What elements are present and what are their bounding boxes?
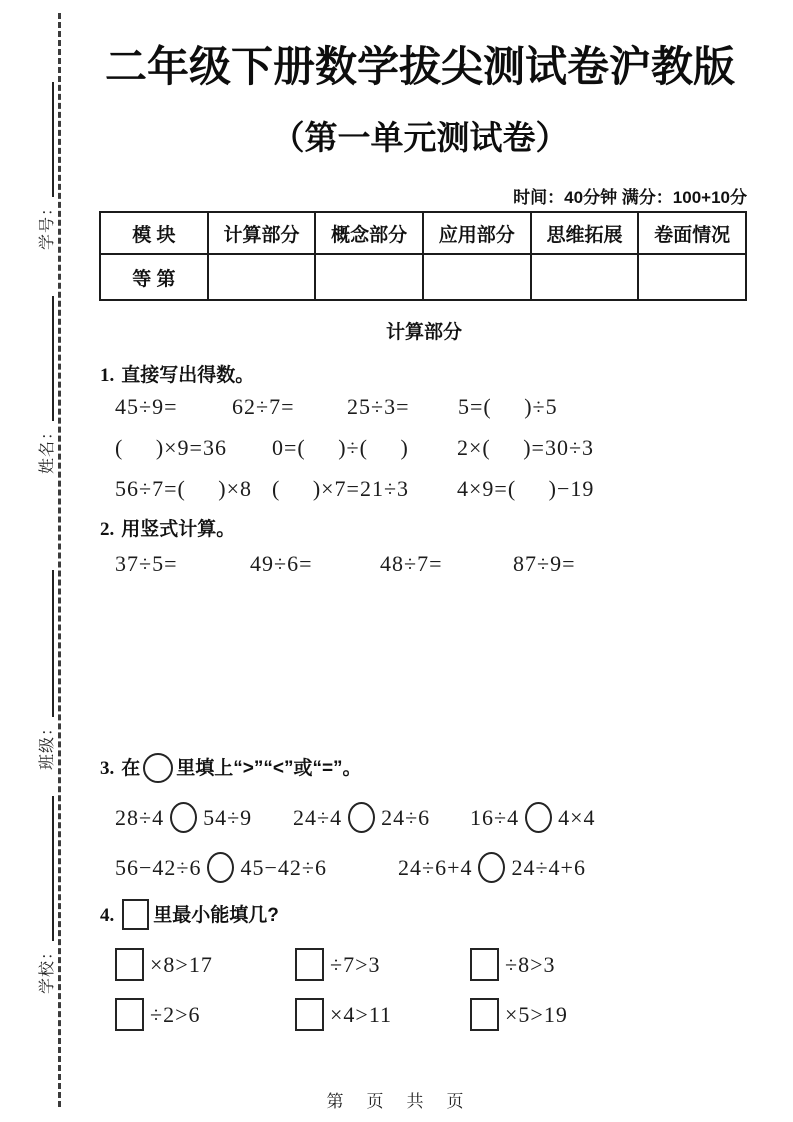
grade-cell xyxy=(315,254,423,300)
inequality-expression: ×5>19 xyxy=(505,1001,568,1027)
math-expression: 4×9=( )−19 xyxy=(457,476,595,501)
circle-blank-icon xyxy=(170,802,197,833)
comparison-item xyxy=(293,802,430,833)
school-label: 学校： xyxy=(38,942,56,994)
q2-row xyxy=(100,551,760,593)
inequality-expression: ÷7>3 xyxy=(330,951,381,977)
right-expression: 24÷6 xyxy=(381,804,431,830)
page-footer: 第 页 共 页 xyxy=(326,1092,467,1111)
student-number-blank-line xyxy=(52,82,54,197)
page-subtitle: （第一单元测试卷） xyxy=(271,119,569,156)
left-expression: 56−42÷6 xyxy=(115,854,202,880)
student-number-field xyxy=(15,82,57,250)
circle-blank-icon xyxy=(348,802,375,833)
score-header-neatness: 卷面情况 xyxy=(638,212,746,254)
circle-blank-icon xyxy=(478,852,505,883)
time-score-info: 时间：40分钟 满分：100+10分 xyxy=(513,188,747,207)
math-expression: 25÷3= xyxy=(347,394,410,419)
question-4-number: 4. xyxy=(100,905,115,926)
circle-blank-icon xyxy=(143,753,173,783)
right-expression: 45−42÷6 xyxy=(240,854,327,880)
grade-cell xyxy=(531,254,639,300)
comparison-item xyxy=(398,852,586,883)
math-expression: 45÷9= xyxy=(115,394,178,419)
question-4-text-post: 里最小能填几? xyxy=(153,905,279,926)
fill-blank-item xyxy=(295,998,392,1031)
question-2-text: 用竖式计算。 xyxy=(121,519,236,540)
section-title: 计算部分 xyxy=(385,322,462,343)
left-expression: 28÷4 xyxy=(115,804,165,830)
score-header-thinking: 思维拓展 xyxy=(531,212,639,254)
math-expression: ( )×7=21÷3 xyxy=(272,476,410,501)
score-table xyxy=(99,211,747,301)
score-header-application: 应用部分 xyxy=(423,212,531,254)
q3-row-2 xyxy=(100,852,760,894)
right-expression: 24÷4+6 xyxy=(511,854,586,880)
math-expression: 48÷7= xyxy=(380,551,443,576)
class-blank-line xyxy=(52,570,54,717)
right-expression: 54÷9 xyxy=(203,804,253,830)
math-expression: 5=( )÷5 xyxy=(458,394,558,419)
score-header-calculation: 计算部分 xyxy=(208,212,316,254)
student-name-blank-line xyxy=(52,296,54,421)
fill-blank-item xyxy=(470,948,555,981)
question-3-text-post: 里填上“>”“<”或“=”。 xyxy=(176,758,362,779)
student-name-field xyxy=(15,296,57,474)
square-blank-icon xyxy=(470,948,499,981)
square-blank-icon xyxy=(115,948,144,981)
fill-blank-item xyxy=(295,948,380,981)
page-title: 二年级下册数学拔尖测试卷沪教版 xyxy=(104,43,735,90)
question-1-number: 1. xyxy=(100,365,115,386)
q4-row-1 xyxy=(100,948,760,990)
question-2-number: 2. xyxy=(100,519,115,540)
student-number-label: 学号： xyxy=(38,198,56,250)
square-blank-icon xyxy=(470,998,499,1031)
circle-blank-icon xyxy=(207,852,234,883)
grade-cell xyxy=(423,254,531,300)
math-expression: 0=( )÷( ) xyxy=(272,435,409,460)
question-3-label xyxy=(100,753,362,783)
score-header-module: 模 块 xyxy=(100,212,208,254)
grade-cell xyxy=(208,254,316,300)
q3-row-1 xyxy=(100,802,760,844)
student-name-label: 姓名： xyxy=(38,422,56,474)
score-table-header-row xyxy=(100,212,746,254)
math-expression: 56÷7=( )×8 xyxy=(115,476,253,501)
question-1-label xyxy=(100,360,254,387)
margin-dashed-line xyxy=(58,13,61,1107)
school-blank-line xyxy=(52,796,54,941)
square-blank-icon xyxy=(295,998,324,1031)
q1-row-1 xyxy=(100,394,760,436)
left-expression: 16÷4 xyxy=(470,804,520,830)
class-field xyxy=(15,570,57,770)
comparison-item xyxy=(115,852,327,883)
math-expression: ( )×9=36 xyxy=(115,435,227,460)
math-expression: 87÷9= xyxy=(513,551,576,576)
fill-blank-item xyxy=(115,998,200,1031)
question-2-label xyxy=(100,514,235,541)
score-table-grade-row xyxy=(100,254,746,300)
inequality-expression: ÷2>6 xyxy=(150,1001,201,1027)
grade-cell xyxy=(638,254,746,300)
question-3-text-pre: 在 xyxy=(121,758,141,779)
inequality-expression: ×8>17 xyxy=(150,951,213,977)
math-expression: 49÷6= xyxy=(250,551,313,576)
class-label: 班级： xyxy=(38,718,56,770)
question-4-label xyxy=(100,899,279,930)
comparison-item xyxy=(470,802,596,833)
school-field xyxy=(15,796,57,994)
inequality-expression: ×4>11 xyxy=(330,1001,392,1027)
q4-row-2 xyxy=(100,998,760,1040)
comparison-item xyxy=(115,802,252,833)
inequality-expression: ÷8>3 xyxy=(505,951,556,977)
square-blank-icon xyxy=(122,899,149,930)
right-expression: 4×4 xyxy=(558,804,596,830)
question-1-text: 直接写出得数。 xyxy=(121,365,255,386)
circle-blank-icon xyxy=(525,802,552,833)
square-blank-icon xyxy=(295,948,324,981)
question-3-number: 3. xyxy=(100,758,115,779)
math-expression: 37÷5= xyxy=(115,551,178,576)
square-blank-icon xyxy=(115,998,144,1031)
q1-row-3 xyxy=(100,476,760,518)
q1-row-2 xyxy=(100,435,760,477)
left-expression: 24÷4 xyxy=(293,804,343,830)
left-expression: 24÷6+4 xyxy=(398,854,473,880)
fill-blank-item xyxy=(470,998,568,1031)
math-expression: 62÷7= xyxy=(232,394,295,419)
grade-row-label: 等 第 xyxy=(100,254,208,300)
math-expression: 2×( )=30÷3 xyxy=(457,435,595,460)
score-header-concept: 概念部分 xyxy=(315,212,423,254)
fill-blank-item xyxy=(115,948,213,981)
